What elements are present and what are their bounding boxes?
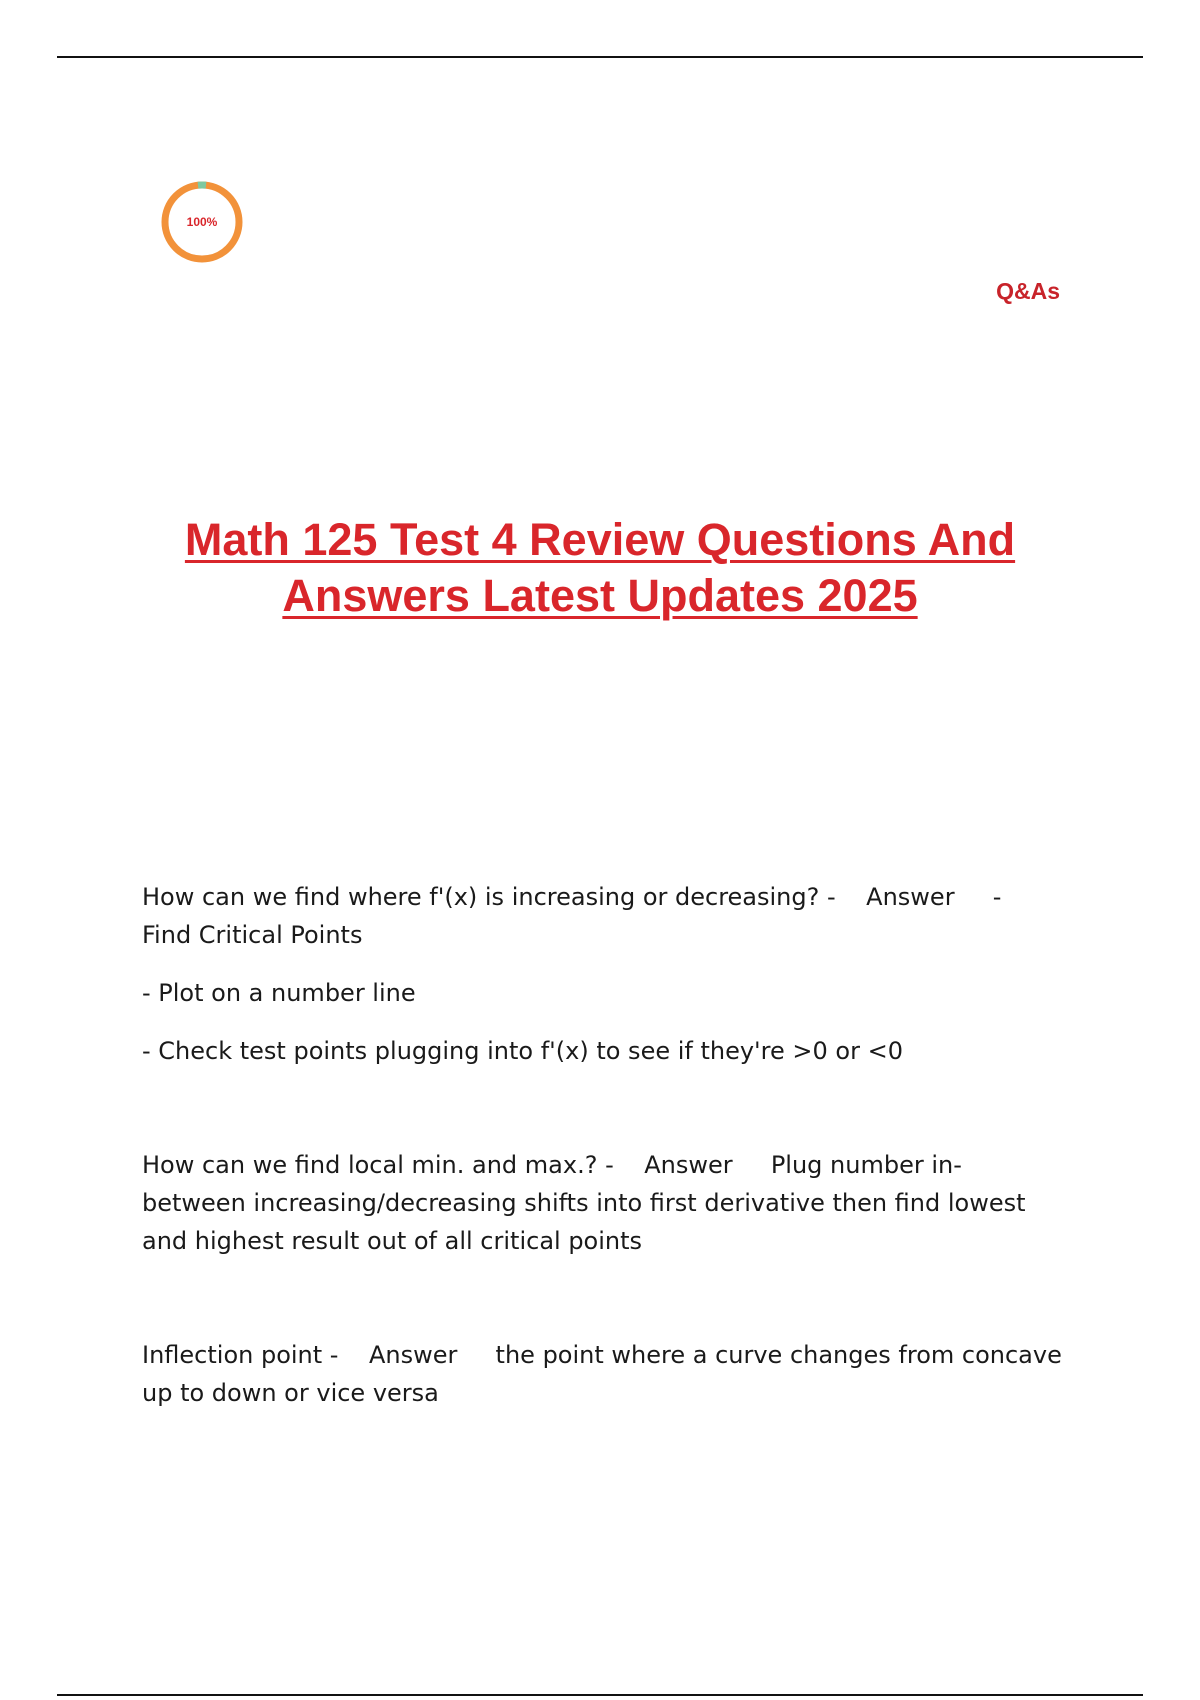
answer-label: Answer: [368, 1341, 458, 1369]
qa-item: [142, 1336, 1062, 1412]
question-text: Inflection point -: [142, 1341, 339, 1369]
answer-label: Answer: [866, 883, 955, 911]
answer-text: Plug number in-between increasing/decreasing shifts into first derivative then find lowest and highest result out of all critical points: [142, 1151, 1026, 1255]
qa-line: [142, 878, 1062, 954]
answer-note: - Plot on a number line: [142, 979, 416, 1007]
badge-percent: 100%: [186, 215, 218, 229]
bottom-rule: [57, 1694, 1143, 1696]
qa-item: [142, 878, 1062, 1070]
answer-note: - Check test points plugging into f'(x) to see if they're >0 or <0: [142, 1037, 903, 1065]
qa-list: [142, 878, 1062, 1412]
question-text: How can we find where f'(x) is increasing or decreasing? -: [142, 883, 836, 911]
top-rule: [57, 56, 1143, 58]
qas-tag: Q&As: [996, 278, 1060, 304]
document-title: Math 125 Test 4 Review Questions And Answers Latest Updates 2025: [184, 514, 1016, 621]
answer-text: the point where a curve changes from concave up to down or vice versa: [142, 1341, 1062, 1407]
qa-line: [142, 1146, 1062, 1260]
answer-label: Answer: [644, 1151, 733, 1179]
answer-separator: -: [992, 883, 1002, 911]
completion-badge: [160, 180, 244, 264]
qa-item: [142, 1146, 1062, 1260]
answer-text: Find Critical Points: [142, 921, 363, 949]
question-text: How can we find local min. and max.? -: [142, 1151, 614, 1179]
qa-line: [142, 1336, 1062, 1412]
